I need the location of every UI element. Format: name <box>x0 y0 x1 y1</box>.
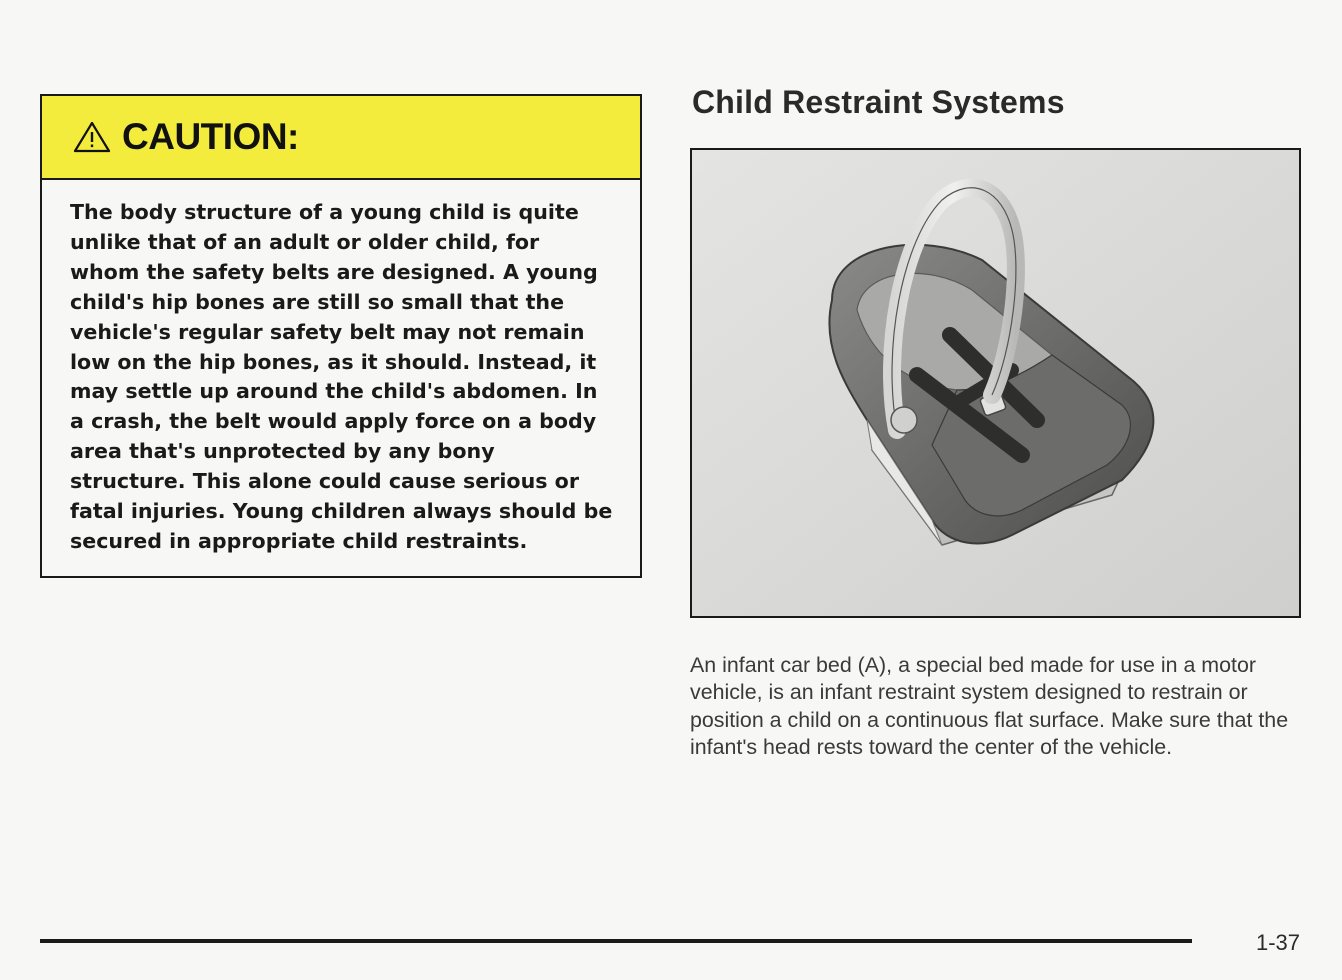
footer-rule <box>40 939 1192 943</box>
section-title: Child Restraint Systems <box>692 84 1065 120</box>
infant-car-bed-illustration <box>692 150 1299 616</box>
body-paragraph: An infant car bed (A), a special bed made for use in a motor vehicle, is an infant restraint system designed to restrain or position a child on a continuous flat surface. Make sure that the infant's head rests toward the center of the vehicle. <box>690 653 1289 760</box>
caution-title: CAUTION: <box>122 116 299 157</box>
warning-triangle-icon <box>72 120 112 154</box>
page-number: 1-37 <box>1256 930 1301 955</box>
caution-header <box>42 96 640 180</box>
infant-car-bed-figure <box>690 148 1301 618</box>
caution-text: The body structure of a young child is quite unlike that of an adult or older child, for whom the safety belts are designed. A young child's hip bones are still so small that the vehicle's regular safety belt may not remain low on the hip bones, as it should. Instead, it may settle up around the child's abdomen. In a crash, the belt would apply force on a body area that's unprotected by any bony structure. This alone could cause serious or fatal injuries. Young children always should be secured in appropriate child restraints. <box>70 200 613 553</box>
caution-box <box>40 94 642 578</box>
